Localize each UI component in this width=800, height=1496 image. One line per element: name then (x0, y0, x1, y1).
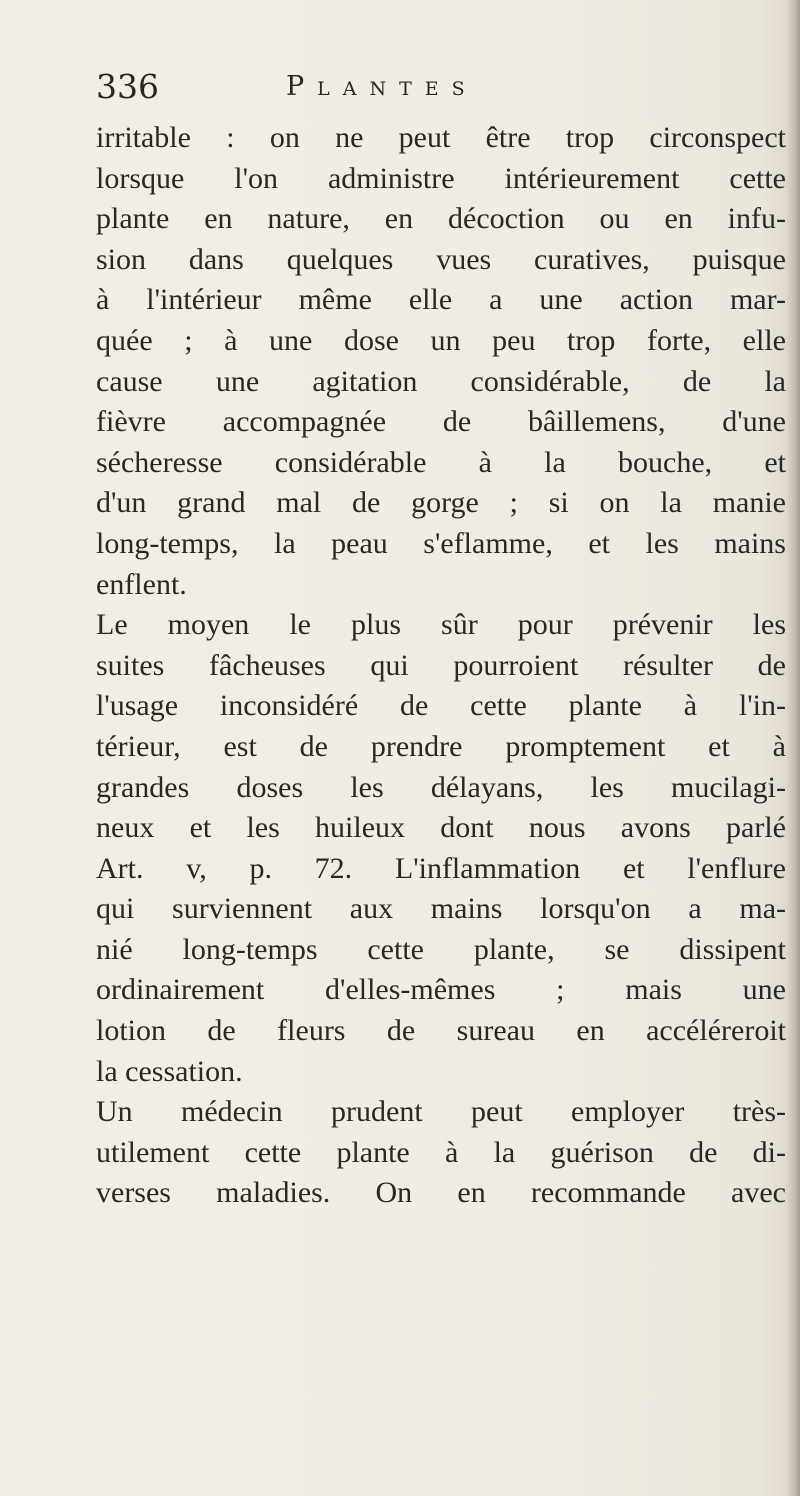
text-line: plante en nature, en décoction ou en infu- (96, 202, 786, 236)
text-line: irritable : on ne peut être trop circonspect (96, 121, 786, 154)
text-line: long-temps, la peau s'eflamme, et les mains (96, 526, 786, 560)
paragraph-start-line: Le moyen le plus sûr pour prévenir les (96, 608, 786, 642)
text-line: qui surviennent aux mains lorsqu'on a ma- (96, 892, 786, 926)
running-title: Plantes (286, 71, 478, 102)
paragraph-end-line: la cessation. (96, 1054, 243, 1088)
body-text (96, 118, 786, 1214)
text-line: lorsque l'on administre intérieurement cette (96, 161, 786, 195)
text-line: térieur, est de prendre promptement et à (96, 729, 786, 763)
paragraph-start-line: Un médecin prudent peut employer très- (96, 1095, 786, 1129)
text-line: sion dans quelques vues curatives, puisque (96, 242, 786, 276)
text-line: nié long-temps cette plante, se dissipent (96, 932, 786, 966)
text-line: suites fâcheuses qui pourroient résulter de (96, 648, 786, 682)
paragraph-end-line: enflent. (96, 567, 187, 601)
running-head (96, 62, 696, 112)
text-line: quée ; à une dose un peu trop forte, elle (96, 323, 786, 357)
text-line: fièvre accompagnée de bâillemens, d'une (96, 405, 786, 439)
text-line: cause une agitation considérable, de la (96, 364, 786, 398)
text-line: verses maladies. On en recommande avec (96, 1176, 786, 1210)
text-line: neux et les huileux dont nous avons parlé (96, 811, 786, 845)
text-line: à l'intérieur même elle a une action mar- (96, 283, 786, 317)
text-line: sécheresse considérable à la bouche, et (96, 445, 786, 479)
text-line: lotion de fleurs de sureau en accéléreroit (96, 1014, 786, 1048)
text-line: d'un grand mal de gorge ; si on la manie (96, 486, 786, 520)
text-line: utilement cette plante à la guérison de di- (96, 1135, 786, 1169)
text-line: ordinairement d'elles-mêmes ; mais une (96, 973, 786, 1007)
page-edge-shadow (786, 0, 800, 1496)
text-line: grandes doses les délayans, les mucilagi- (96, 770, 786, 804)
page-number: 336 (96, 67, 159, 106)
text-line: Art. v, p. 72. L'inflammation et l'enflure (96, 851, 786, 885)
text-line: l'usage inconsidéré de cette plante à l'in- (96, 689, 786, 723)
